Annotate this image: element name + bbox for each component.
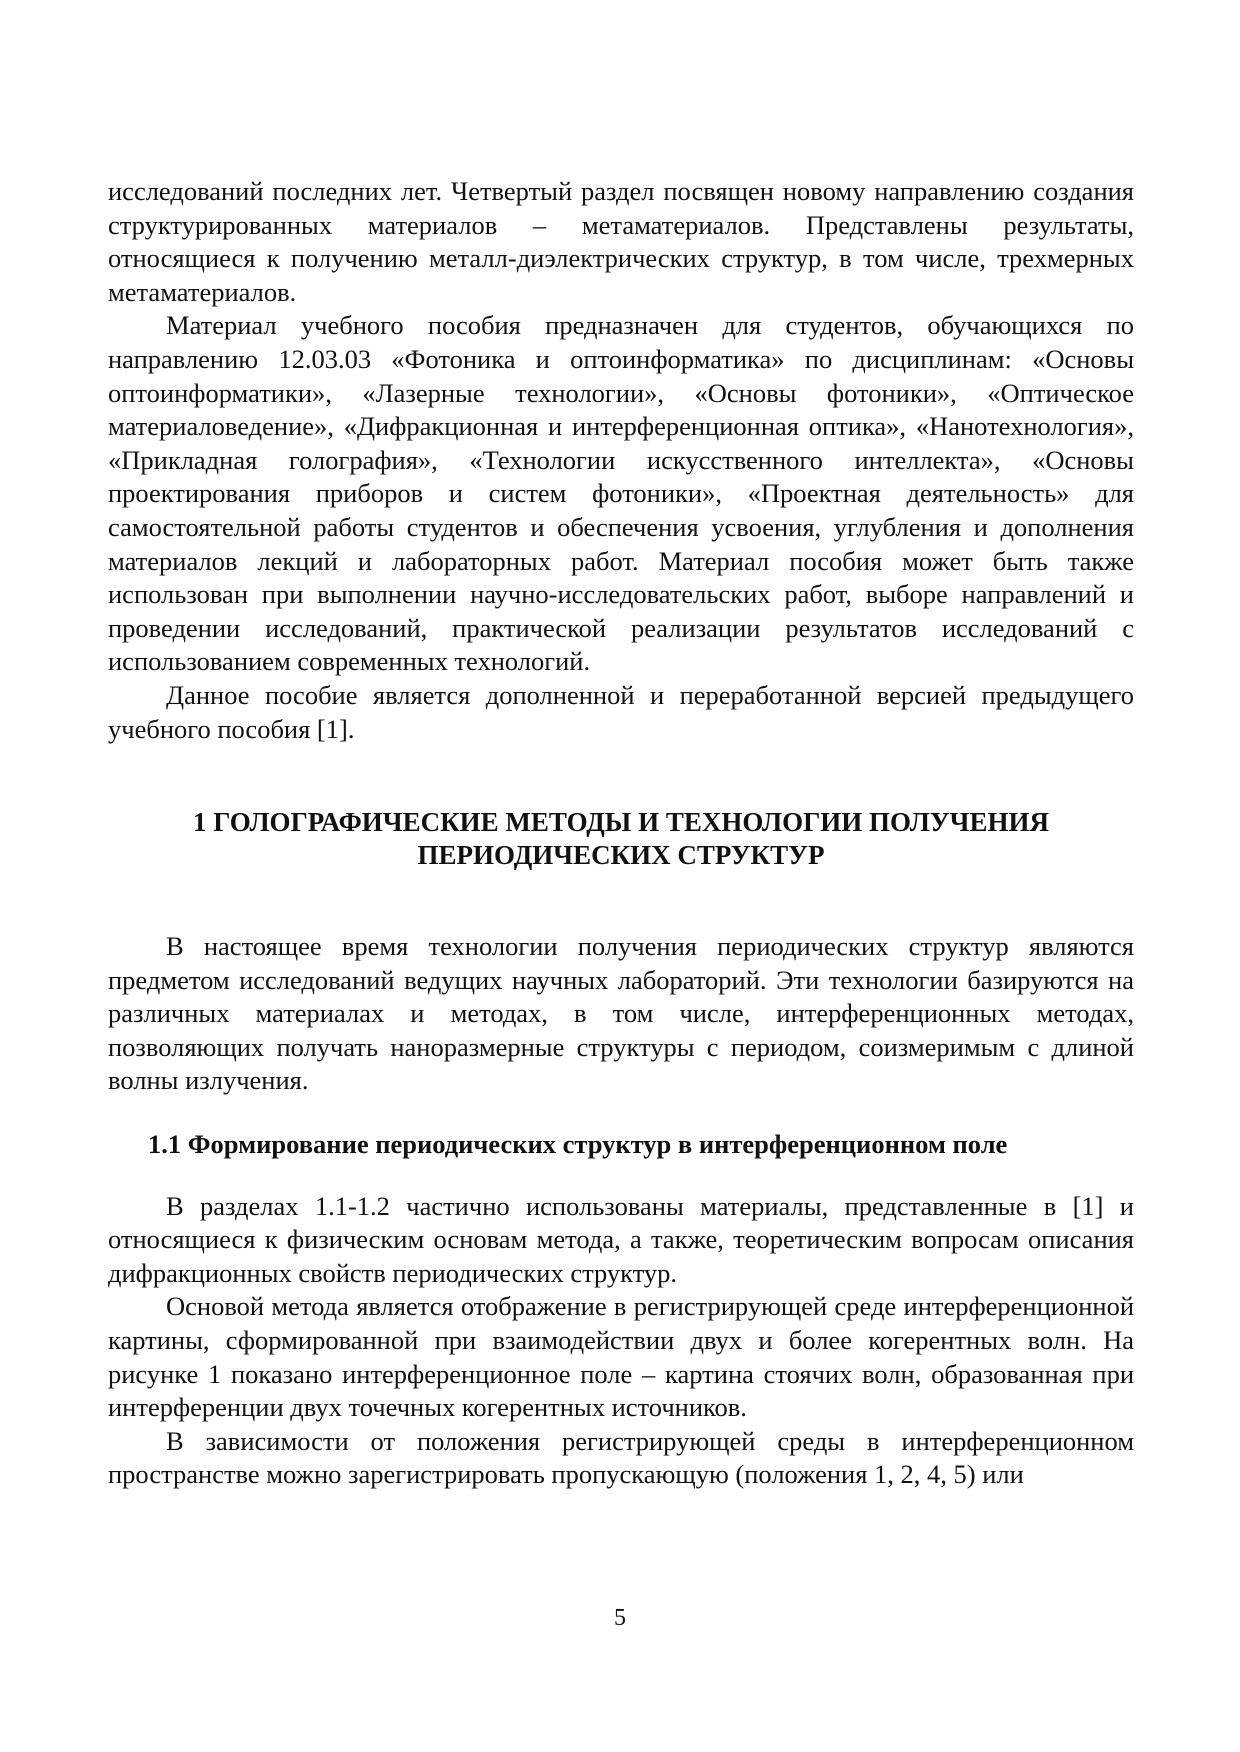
paragraph-intro-continuation: исследований последних лет. Четвертый раздел посвящен новому направлению создания структурированных материалов – метаматериалов. Представлены результаты, относящиеся к получению металл-диэлектрических структур, в том числе, трехмерных метаматериалов. [108,176,1134,307]
section-1-heading-line-2: ПЕРИОДИЧЕСКИХ СТРУКТУР [417,840,825,871]
page-number: 5 [614,1605,626,1631]
subsection-1-1-heading: 1.1 Формирование периодических структур в интерференционном поле [148,1129,1008,1160]
section-1-heading-line-1: 1 ГОЛОГРАФИЧЕСКИЕ МЕТОДЫ И ТЕХНОЛОГИИ ПОЛУЧЕНИЯ [193,807,1049,838]
paragraph-section-1-intro: В настоящее время технологии получения периодических структур являются предметом исследований ведущих научных лабораторий. Эти технологии базируются на различных материалах и методах, в том числе, интерференционных методах, позволяющих получать наноразмерные структуры с периодом, соизмеримым с длиной волны излучения. [108,931,1134,1096]
paragraph-sources-note: В разделах 1.1-1.2 частично использованы материалы, представленные в [1] и относящиеся к физическим основам метода, а также, теоретическим вопросам описания дифракционных свойств периодических структур. [108,1190,1134,1288]
page-content [108,175,1134,1492]
section-1-heading [108,806,1134,872]
paragraph-recording-medium-position: В зависимости от положения регистрирующей среды в интерференционном пространстве можно зарегистрировать пропускающую (положения 1, 2, 4, 5) или [108,1425,1134,1490]
paragraph-previous-version: Данное пособие является дополненной и переработанной версией предыдущего учебного пособия [1]. [108,679,1134,744]
paragraph-intended-audience: Материал учебного пособия предназначен для студентов, обучающихся по направлению 12.03.03 «Фотоника и оптоинформатика» по дисциплинам: «Основы оптоинформатики», «Лазерные технологии», «Основы фотоники», «Оптическое материаловедение», «Дифракционная и интерференционная оптика», «Нанотехнология», «Прикладная голография», «Технологии искусственного интеллекта», «Основы проектирования приборов и систем фотоники», «Проектная деятельность» для самостоятельной работы студентов и обеспечения усвоения, углубления и дополнения материалов лекций и лабораторных работ. Материал пособия может быть также использован при выполнении научно-исследовательских работ, выборе направлений и проведении исследований, практической реализации результатов исследований с использованием современных технологий. [108,310,1134,677]
paragraph-method-basis: Основой метода является отображение в регистрирующей среде интерференционной картины, сформированной при взаимодействии двух и более когерентных волн. На рисунке 1 показано интерференционное поле – картина стоячих волн, образованная при интерференции двух точечных когерентных источников. [108,1291,1134,1423]
